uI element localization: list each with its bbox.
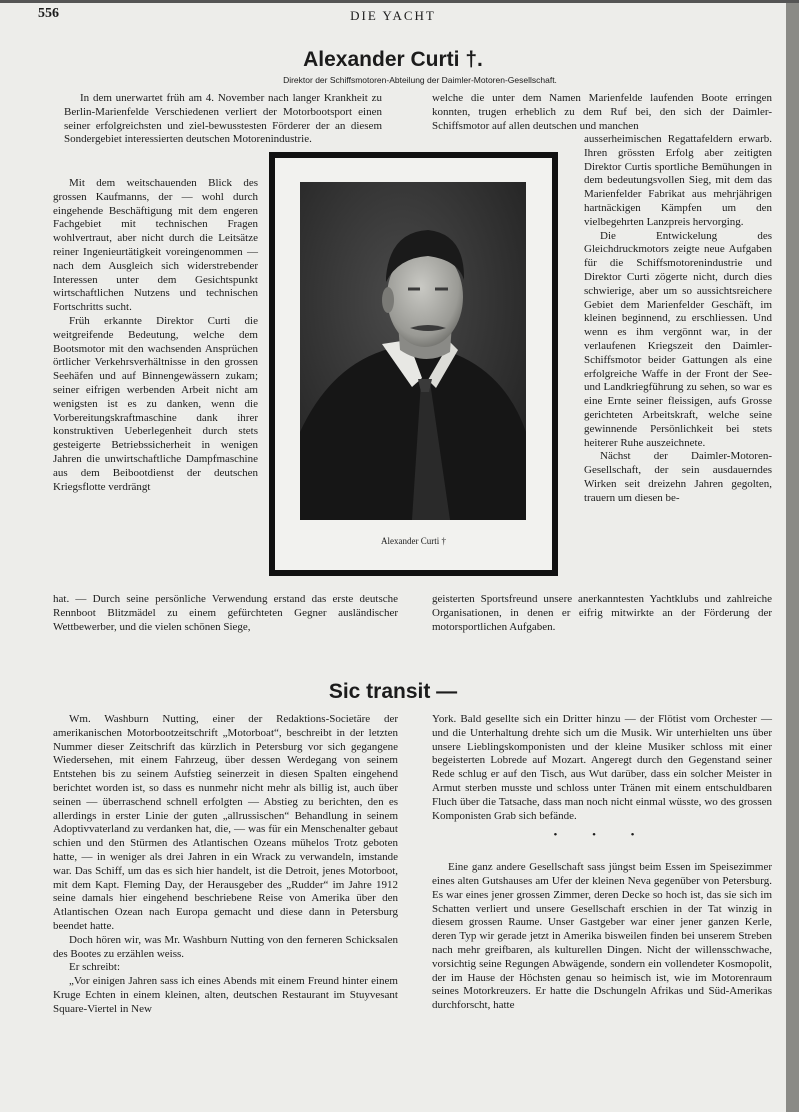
- curti-right-top-paragraph: welche die unter dem Namen Marienfelde laufenden Boote erringen konnten, trugen erheblich zu dem Ruf bei, den sich der Daimler-Schiffsmotor auf allen deutschen und manchen: [432, 92, 772, 132]
- article-subtitle-curti: Direktor der Schiffsmotoren-Abteilung der Daimler-Motoren-Gesellschaft.: [283, 75, 557, 85]
- curti-left-column: [53, 177, 258, 494]
- curti-right-top: [432, 92, 772, 133]
- curti-left-bottom: [53, 593, 398, 634]
- curti-intro: [64, 92, 382, 147]
- portrait-figure: [300, 182, 526, 520]
- portrait-mat: [275, 158, 552, 570]
- sic-right-column: [432, 713, 772, 1013]
- curti-right-paragraph-1: ausserheimischen Regattafeldern erwarb. Ihren grössten Erfolg aber zeitigten Direktor Curtis sportliche Bemühungen in dem bedeutungsvollen Sieg, mit dem das Marienfelder Fabrikat aus mehrjährigen hartnäckigen Kämpfen um den vielbegehrten Lanzpreis hervorging.: [584, 133, 772, 228]
- sic-right-paragraph-1: York. Bald gesellte sich ein Dritter hinzu — der Flötist vom Orchester — und die Unterhaltung drehte sich um die Musik. Wir unterhielten uns über unsere Lieblingskomponisten und der kleine Musiker schloss mit einer begeisterten Lobrede auf Mozart. Angeregt durch den Gegenstand seiner Rede schlug er auf den Tisch, aus Wut darüber, dass ein solcher Meister in Armut sterben musste und schloss unter Tränen mit einem entschuldbaren Fluch über die Tatsache, dass man noch nicht einmal wüsste, wo des grossen Komponisten Grab sich befände.: [432, 713, 772, 822]
- curti-right-paragraph-3: Nächst der Daimler-Motoren-Gesellschaft, der sein ausdauerndes Wirken seit dreizehn Jahren gegolten, trauern um diesen be-: [584, 450, 772, 504]
- portrait-photo: [300, 182, 526, 520]
- page-number: 556: [38, 6, 59, 21]
- sic-left-paragraph-4: „Vor einigen Jahren sass ich eines Abends mit einem Freund hinter einem Kruge Echten in einem kleinen, alten, deutschen Restaurant im Stuyvesant Square-Viertel in New: [53, 975, 398, 1015]
- portrait-frame: [269, 152, 558, 576]
- curti-right-paragraph-2: Die Entwickelung des Gleichdruckmotors zeigte neue Aufgaben für die Schiffsmotorenindustrie und Direktor Curti zögerte nicht, durch dies schwierige, aber um so aussichtsreichere Gebiet dem Marienfelder Geschäft, im kleinen beginnend, zu erschliessen. Und wenn es ihm vergönnt war, in der verlaufenen Kriegszeit den Daimler-Schiffsmotor beider Gattungen als eine erfolgreiche Waffe in der Front der See- und Landkriegführung zu sehen, so war es eine Ernte seiner fleissigen, aufs Grosse gerichteten Arbeitskraft, welche seine gewinnende Persönlichkeit bei stets heiterer Ruhe auszeichnete.: [584, 229, 772, 449]
- curti-right-bottom-paragraph: geisterten Sportsfreund unsere anerkanntesten Yachtklubs und zahlreiche Organisationen, in denen er eifrig mitwirkte an der Förderung der motorsportlichen Aufgaben.: [432, 593, 772, 633]
- curti-left-bottom-paragraph: hat. — Durch seine persönliche Verwendung erstand das erste deutsche Rennboot Blitzmädel zu einem gefürchteten Gegner ausländischer Wettbewerber, und die vielen schönen Siege,: [53, 593, 398, 633]
- article-title-sic-transit: Sic transit —: [328, 680, 458, 703]
- sic-left-column: [53, 713, 398, 1017]
- curti-left-paragraph-1: Mit dem weitschauenden Blick des grossen Kaufmanns, der — wohl durch eingehende Beschäftigung mit dem engeren Fachgebiet mit technischen Fragen wohlvertraut, aber nicht durch die Leitsätze reiner Ingenieurtätigkeit voreingenommen — nach dem Ausgleich sich widerstrebender Interessen unter dem Gesichtspunkt wirtschaftlichen Nutzens und technischen Fortschritts sucht.: [53, 177, 258, 314]
- sic-left-paragraph-1: Wm. Washburn Nutting, einer der Redaktions-Societäre der amerikanischen Motorbootzeitschrift „Motorboat“, beschreibt in der letzten Nummer dieser Zeitschrift das kürzlich in Petersburg vor sich gegangene Wiedersehen, mit einem Fahrzeug, über dessen Werdegang von seinem Entstehen bis zu seinem Aufstieg seinerzeit in diesen Spalten eingehend berichtet worden ist, so dass es nunmehr nicht mehr als billig ist, auch über seinen — überraschend schnell erfolgten — Abstieg zu berichten, den es allerdings in erster Linie der guten „allrussischen“ Behandlung in seinem Adoptivvaterland zu verdanken hat, die, — was für ein Menschenalter gebaut schien und den Stürmen des Atlantischen Ozeans mühelos Trotz geboten hatte, — in weniger als drei Jahren in ein Wrack zu verwandeln, imstande war. Das Schiff, um das es sich hier handelt, ist die Detroit, jenes Motorboot, mit dem Kapt. Fleming Day, der Herausgeber des „Rudder“ im Jahre 1912 seine damals hier eingehend beschriebene Reise von Amerika über den Atlantischen Ozean nach Europa gemacht und diese dann in Petersburg beendet hatte.: [53, 713, 398, 932]
- sic-right-paragraph-2: Eine ganz andere Gesellschaft sass jüngst beim Essen im Speisezimmer eines alten Gutshauses am Ufer der kleinen Neva gegenüber von Petersburg. Es war eines jener grossen Zimmer, deren Decke so hoch ist, das sie sich im Schatten verliert und unsere Gesellschaft erschien in der Tat winzig in diesem grossen Raume. Unser Gastgeber war einer jener ganzen Kerle, deren Typ wir gerade jetzt in Amerika bisweilen finden bei unserem Streben nach mehr greifbaren, als kulturellen Dingen. Nicht der willensschwache, vorsichtig seine Regungen Abwägende, sondern ein vollendeter Kosmopolit, der im Hause der Höchsten genau so heimisch ist, wie im Motorenraum seines Motorkreuzers. Er hatte die Dschungeln Afrikas und Süd-Amerikas durchforscht, hatte: [432, 861, 772, 1012]
- section-separator: • • •: [553, 829, 651, 842]
- curti-right-column: [584, 133, 772, 506]
- top-rule: [0, 0, 799, 3]
- curti-right-bottom: [432, 593, 772, 634]
- page-edge: [786, 0, 799, 1112]
- curti-intro-paragraph: In dem unerwartet früh am 4. November nach langer Krankheit zu Berlin-Marienfelde Verschiedenen verliert der Motorbootsport einen seiner erfolgreichsten und ziel-bewusstesten Förderer der an diesem Sondergebiet interessierten deutschen Motorenindustrie.: [64, 92, 382, 146]
- curti-left-paragraph-2: Früh erkannte Direktor Curti die weitgreifende Bedeutung, welche dem Bootsmotor mit den wachsenden Ansprüchen örtlicher Verkehrsverhältnisse in den grossen Seehäfen und auf Binnengewässern zukam; seiner eifrigen werbenden Arbeit nicht am wenigsten ist es zu danken, wenn die Vorbereitungskraftmaschine dank ihrer konstruktiven Ueberlegenheit durch stets gesteigerte Betriebssicherheit in wenigen Jahren die unwirtschaftliche Dampfmaschine aus dem Beibootdienst der deutschen Kriegsflotte verdrängt: [53, 314, 258, 493]
- article-title-curti: Alexander Curti †.: [303, 48, 483, 71]
- portrait-caption: Alexander Curti †: [381, 536, 446, 546]
- sic-left-paragraph-2: Doch hören wir, was Mr. Washburn Nutting von den ferneren Schicksalen des Bootes zu erzählen weiss.: [53, 933, 398, 960]
- sic-left-paragraph-3: Er schreibt:: [69, 961, 121, 974]
- running-head: DIE YACHT: [350, 8, 436, 23]
